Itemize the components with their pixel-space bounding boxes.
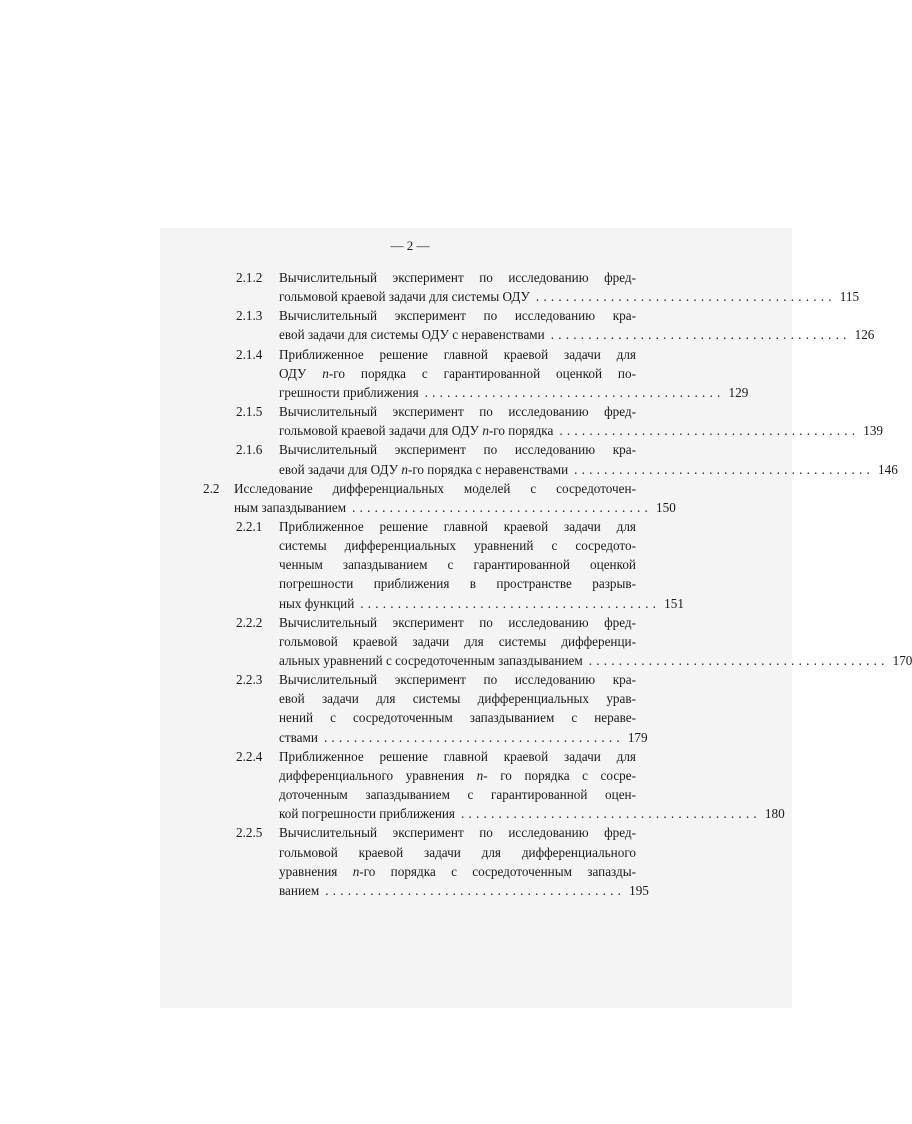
toc-entry-line: Вычислительный эксперимент по исследованию фред- [279,270,636,285]
toc-entry-number: 2.2.1 [236,518,263,534]
toc-entry-line: Вычислительный эксперимент по исследованию фред- [279,825,636,841]
toc-entry-line: Вычислительный эксперимент по исследованию кра- [279,308,636,324]
leader-dots: ........................................ [574,461,875,477]
leader-dots: ........................................ [424,384,725,400]
toc-entry-number: 2.1.2 [236,270,263,285]
toc-entry-number: 2.2 [203,480,220,496]
leader-dots: ........................................ [535,289,836,305]
toc-entry-page: 195 [629,882,649,898]
toc-entry-line: Вычислительный эксперимент по исследованию фред- [279,404,636,420]
toc-entry-line [279,594,684,613]
toc-entry-title-end: гольмовой краевой задачи для ОДУ n-го порядка [279,423,554,439]
toc-entry-line: гольмовой краевой задачи для дифференциального [279,844,636,860]
toc-entry-title-end: ных функций [279,595,355,611]
toc-entry-title-end: гольмовой краевой задачи для системы ОДУ [279,289,530,305]
toc-entry-line [279,651,912,670]
toc-entry-line [279,421,884,440]
toc-entry-page: 126 [854,327,875,343]
toc-entry-line: уравнения n-го порядка с сосредоточенным запазды- [279,863,636,879]
leader-dots: ........................................ [352,499,652,515]
leader-dots: ........................................ [588,653,889,668]
toc-entry-title-end: альных уравнений с сосредоточенным запаздыванием [279,653,583,668]
toc-entry-number: 2.2.4 [236,748,263,764]
toc-entry-number: 2.2.3 [236,672,263,688]
toc-entry-line [234,498,676,517]
toc-entry-page: 179 [627,729,648,745]
toc-entry-line: дифференциального уравнения n- го порядка с сосре- [279,767,637,783]
toc-entry-number: 2.1.3 [236,308,263,324]
toc-entry-line: ченным запаздыванием с гарантированной оценкой [279,557,636,573]
toc-entry-page: 150 [656,499,676,515]
toc-entry-line [279,460,898,479]
toc-entry-number: 2.2.2 [236,614,263,630]
toc-entry-page: 151 [664,595,684,611]
toc-entry-line: Вычислительный эксперимент по исследованию фред- [279,614,636,630]
toc-entry-line: Исследование дифференциальных моделей с сосредоточен- [234,480,636,496]
toc-entry-line: евой задачи для системы дифференциальных урав- [279,691,636,707]
toc-entry-line: Вычислительный эксперимент по исследованию кра- [279,442,636,458]
leader-dots: ........................................ [325,882,626,898]
toc-entry-line: Приближенное решение главной краевой задачи для [279,518,636,534]
toc-entry-line [279,383,749,402]
toc-entry-line: доточенным запаздыванием с гарантированной оцен- [279,787,636,803]
toc-entry-line: гольмовой краевой задачи для системы дифференци- [279,633,636,649]
toc-entry-line: Приближенное решение главной краевой задачи для [279,346,636,362]
toc-entry-page: 139 [863,423,884,439]
toc-entry-page: 170 [892,653,912,668]
page-number: — 2 — [390,238,430,253]
leader-dots: ........................................ [323,729,624,745]
toc-entry-line: Приближенное решение главной краевой задачи для [279,748,636,764]
toc-entry-title-end: кой погрешности приближения [279,806,455,822]
leader-dots: ........................................ [360,595,661,611]
leader-dots: ........................................ [550,327,851,343]
toc-entry-title-end: евой задачи для системы ОДУ с неравенствами [279,327,545,343]
toc-entry-number: 2.2.5 [236,825,263,841]
toc-entry-page: 146 [878,461,898,477]
toc-entry-title-end: ным запаздыванием [234,499,347,515]
toc-entry-title-end: ванием [279,882,320,898]
toc-entry-number: 2.1.5 [236,404,263,420]
toc-entry-line: погрешности приближения в пространстве разрыв- [279,576,636,592]
toc-entry-line [279,881,649,900]
toc-entry-page: 129 [728,384,749,400]
toc-entry-line [279,325,875,344]
toc-entry-page: 115 [839,289,860,305]
toc-entry-page: 180 [764,806,785,822]
leader-dots: ........................................ [461,806,761,822]
toc-entry-line: Вычислительный эксперимент по исследованию кра- [279,672,636,688]
toc-entry-line: системы дифференциальных уравнений с сосредото- [279,538,636,554]
toc-entry-number: 2.1.6 [236,442,263,458]
leader-dots: ........................................ [559,423,860,439]
toc-entry-line [279,287,860,306]
toc-entry-line [279,804,785,823]
toc-entry-title-end: ствами [279,729,318,745]
toc-entry-line [279,728,648,747]
toc-entry-line: нений с сосредоточенным запаздыванием с нераве- [279,710,636,726]
toc-entry-line: ОДУ n-го порядка с гарантированной оценкой по- [279,365,636,381]
toc-entry-title-end: грешности приближения [279,384,419,400]
toc-entry-title-end: евой задачи для ОДУ n-го порядка с неравенствами [279,461,569,477]
toc-entry-number: 2.1.4 [236,346,263,362]
